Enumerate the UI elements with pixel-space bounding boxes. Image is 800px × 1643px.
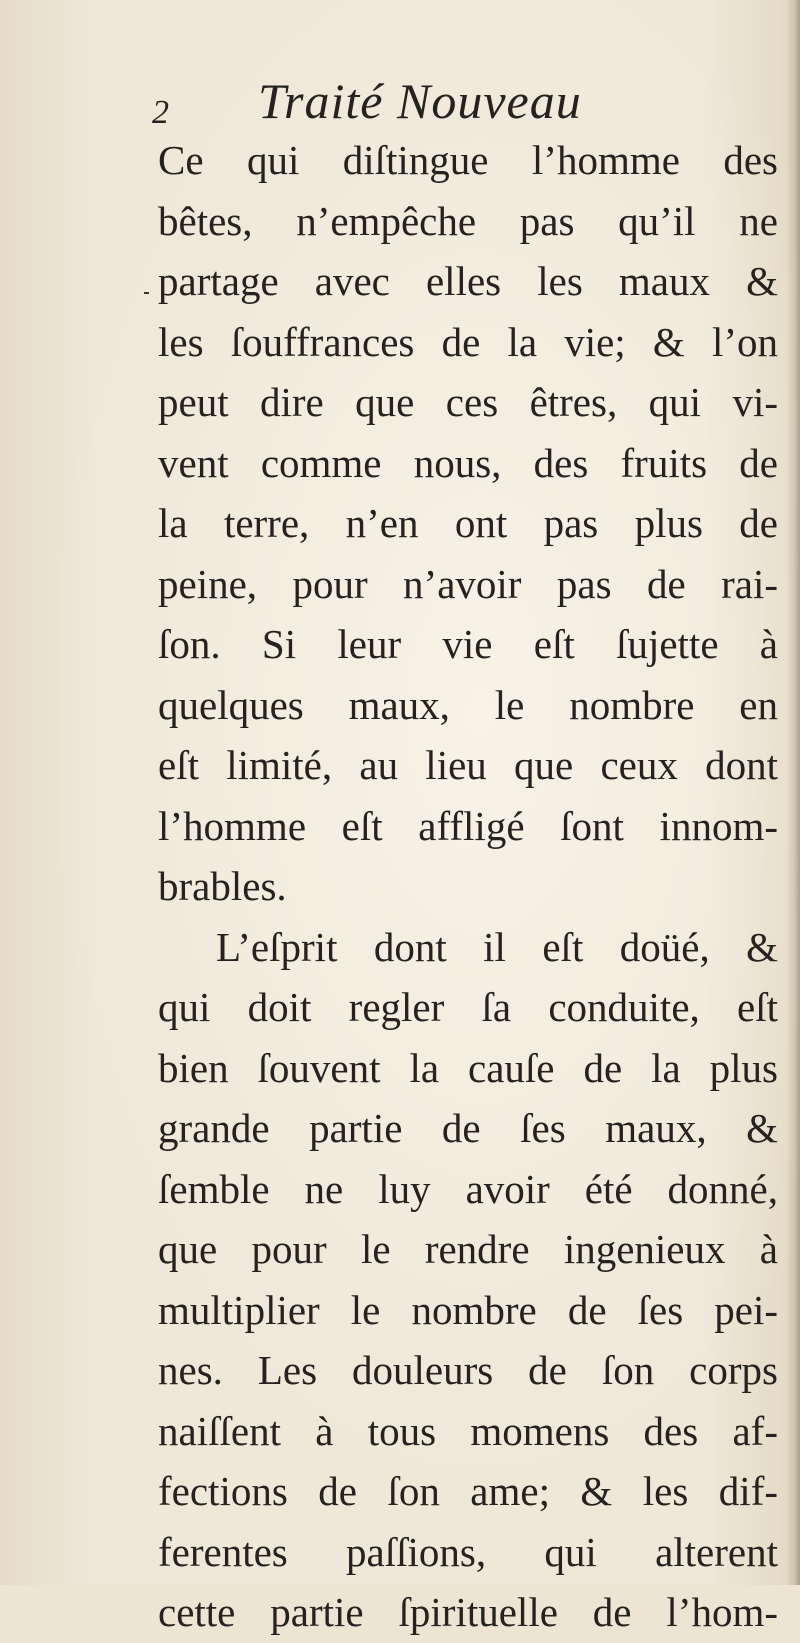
text-line: peut dire que ces êtres, qui vi-: [158, 379, 778, 425]
text-line-paragraph-start: L’eſprit dont il eſt doüé, &: [216, 923, 778, 970]
text-line: Ce qui diſtingue l’homme des: [158, 137, 778, 183]
text-line: qui doit regler ſa conduite, eſt: [158, 984, 778, 1030]
text-line: les ſouffrances de la vie; & l’on: [158, 318, 778, 365]
text-line: bien ſouvent la cauſe de la plus: [158, 1044, 778, 1091]
text-line: fections de ſon ame; & les dif-: [158, 1468, 778, 1514]
text-line: multiplier le nombre de ſes pei-: [158, 1286, 778, 1333]
text-line: vent comme nous, des fruits de: [158, 439, 778, 486]
text-line: que pour le rendre ingenieux à: [158, 1226, 778, 1272]
text-line: nes. Les douleurs de ſon corps: [158, 1347, 778, 1393]
page-number: 2: [152, 94, 169, 131]
text-line: ferentes paſſions, qui alterent: [158, 1528, 778, 1575]
text-line: partage avec elles les maux &: [158, 258, 778, 304]
text-line-paragraph-end: brables.: [158, 863, 287, 909]
ink-speck: [144, 292, 149, 294]
text-line: la terre, n’en ont pas plus de: [158, 500, 778, 546]
text-line: peine, pour n’avoir pas de rai-: [158, 560, 778, 607]
text-line: eſt limité, au lieu que ceux dont: [158, 742, 778, 788]
body-text: [158, 130, 778, 1643]
text-line: naiſſent à tous momens des af-: [158, 1407, 778, 1454]
running-head: [152, 72, 672, 136]
text-line: ſemble ne luy avoir été donné,: [158, 1165, 778, 1212]
text-line: ſon. Si leur vie eſt ſujette à: [158, 621, 778, 667]
page-edge-shadow: [786, 0, 800, 1585]
text-line: bêtes, n’empêche pas qu’il ne: [158, 197, 778, 244]
text-line: grande partie de ſes maux, &: [158, 1105, 778, 1151]
running-title: Traité Nouveau: [258, 73, 582, 129]
text-line: cette partie ſpirituelle de l’hom-: [158, 1589, 778, 1635]
text-line: l’homme eſt affligé ſont innom-: [158, 802, 778, 849]
text-line: quelques maux, le nombre en: [158, 681, 778, 728]
